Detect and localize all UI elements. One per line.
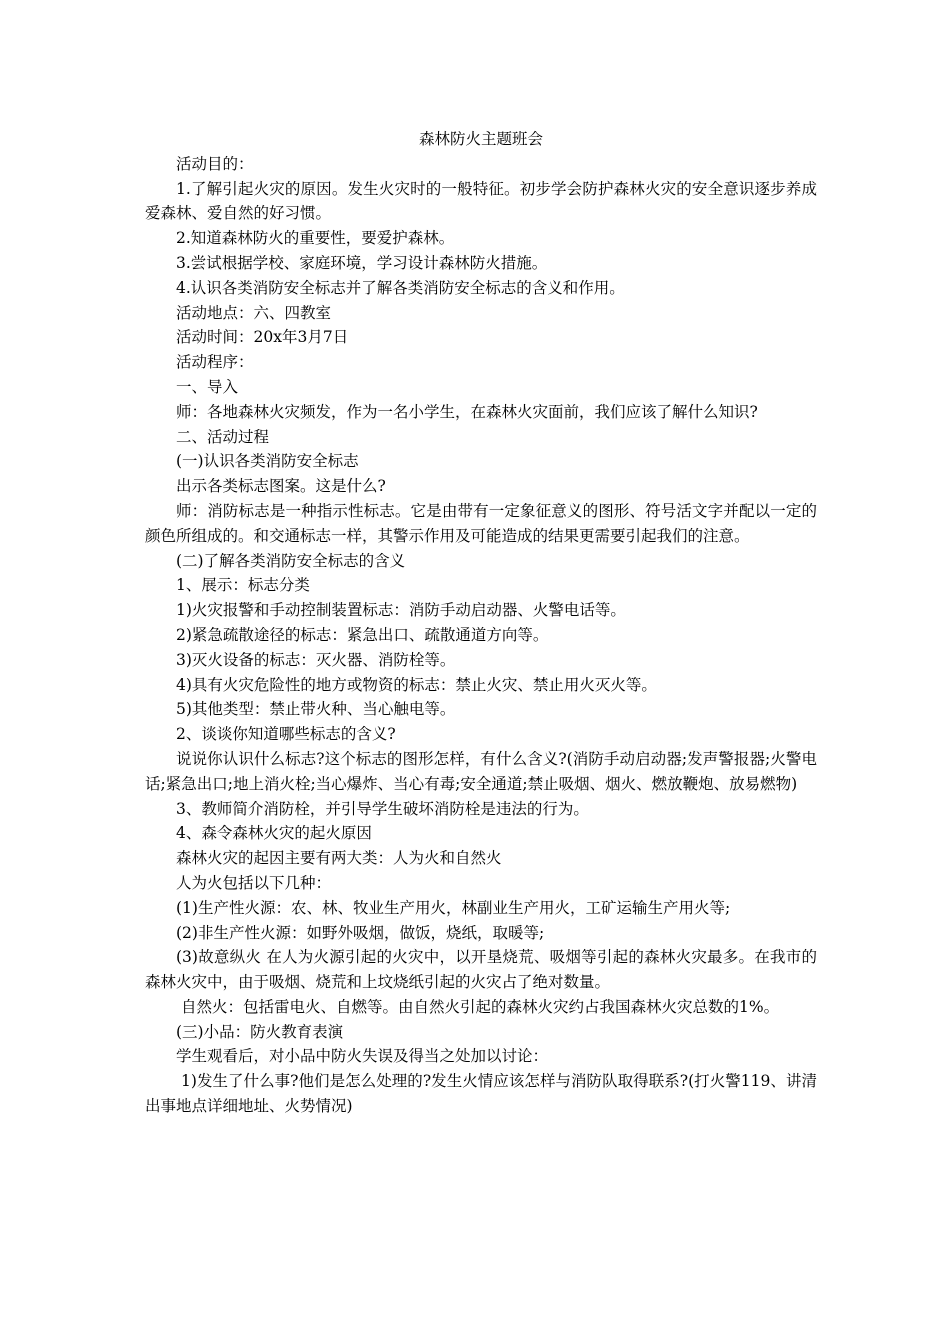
paragraph: 1)火灾报警和手动控制装置标志：消防手动启动器、火警电话等。 <box>176 601 626 620</box>
paragraph: 2、谈谈你知道哪些标志的含义? <box>176 725 396 744</box>
paragraph: 4)具有火灾危险性的地方或物资的标志：禁止火灾、禁止用火灭火等。 <box>176 675 657 694</box>
paragraph: 师：消防标志是一种指示性标志。它是由带有一定象征意义的图形、符号活文字并配以一定的颜色所组成的。和交通标志一样，其警示作用及可能造成的结果更需要引起我们的注意。 <box>145 501 817 545</box>
paragraph: 说说你认识什么标志?这个标志的图形怎样，有什么含义?(消防手动启动器;发声警报器;火警电话;紧急出口;地上消火栓;当心爆炸、当心有毒;安全通道;禁止吸烟、烟火、燃放鞭炮、放易燃物) <box>145 749 817 793</box>
paragraph: 1.了解引起火灾的原因。发生火灾时的一般特征。初步学会防护森林火灾的安全意识逐步养成爱森林、爱自然的好习惯。 <box>145 179 817 223</box>
paragraph: 活动目的： <box>176 154 254 173</box>
paragraph: 人为火包括以下几种： <box>176 873 332 892</box>
paragraph: (1)生产性火源：农、林、牧业生产用火，林副业生产用火，工矿运输生产用火等; <box>176 898 731 917</box>
paragraph: 森林火灾的起因主要有两大类：人为火和自然火 <box>176 849 502 868</box>
document-title: 森林防火主题班会 <box>418 130 543 148</box>
paragraph: (一)认识各类消防安全标志 <box>176 452 359 471</box>
paragraph: 2)紧急疏散途径的标志：紧急出口、疏散通道方向等。 <box>176 625 549 644</box>
paragraph: 一、导入 <box>176 377 239 396</box>
paragraph: (三)小品：防火教育表演 <box>176 1022 344 1041</box>
paragraph: (二)了解各类消防安全标志的含义 <box>176 551 406 570</box>
paragraph: 出示各类标志图案。这是什么? <box>176 477 386 496</box>
paragraph: 活动时间：20x年3月7日 <box>176 328 349 347</box>
paragraph: 活动地点：六、四教室 <box>176 303 332 322</box>
paragraph: (2)非生产性火源：如野外吸烟，做饭，烧纸，取暖等; <box>176 923 545 942</box>
paragraph: (3)故意纵火 在人为火源引起的火灾中，以开垦烧荒、吸烟等引起的森林火灾最多。在我市的森林火灾中，由于吸烟、烧荒和上坟烧纸引起的火灾占了绝对数量。 <box>145 948 817 992</box>
paragraph: 1)发生了什么事?他们是怎么处理的?发生火情应该怎样与消防队取得联系?(打火警119、讲清出事地点详细地址、火势情况) <box>145 1072 817 1116</box>
paragraph: 活动程序： <box>176 353 254 372</box>
paragraph: 3、教师简介消防栓，并引导学生破坏消防栓是违法的行为。 <box>176 799 589 818</box>
paragraph: 4、森令森林火灾的起火原因 <box>176 824 372 843</box>
paragraph: 师：各地森林火灾频发，作为一名小学生，在森林火灾面前，我们应该了解什么知识? <box>176 402 758 421</box>
paragraph: 学生观看后，对小品中防火失误及得当之处加以讨论： <box>176 1047 549 1066</box>
paragraph: 2.知道森林防火的重要性，要爱护森林。 <box>176 229 455 248</box>
paragraph: 1、展示：标志分类 <box>176 576 310 595</box>
paragraph: 5)其他类型：禁止带火种、当心触电等。 <box>176 700 456 719</box>
paragraph: 4.认识各类消防安全标志并了解各类消防安全标志的含义和作用。 <box>176 278 625 297</box>
paragraph: 3.尝试根据学校、家庭环境，学习设计森林防火措施。 <box>176 253 548 272</box>
paragraph: 3)灭火设备的标志：灭火器、消防栓等。 <box>176 650 456 669</box>
paragraph: 二、活动过程 <box>176 427 270 446</box>
paragraph: 自然火：包括雷电火、自燃等。由自然火引起的森林火灾约占我国森林火灾总数的1%。 <box>181 997 780 1016</box>
document-body <box>145 127 817 1119</box>
